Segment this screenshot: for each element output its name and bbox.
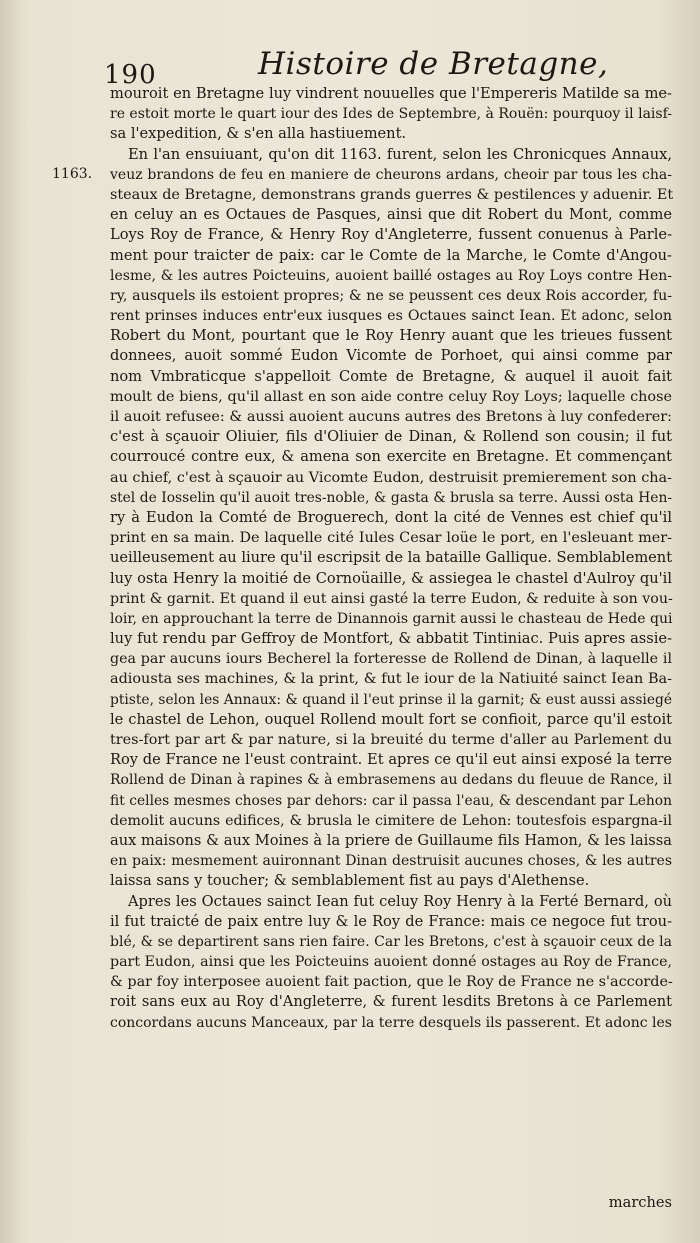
text-line: blé, & se departirent sans rien faire. Car les Bretons, c'est à sçauoir ceux de la — [110, 933, 672, 950]
text-line: print & garnit. Et quand il eut ainsi gasté la terre Eudon, & reduite à son vou- — [110, 590, 673, 607]
text-line: Rollend de Dinan à rapines & à embrasemens au dedans du fleuue de Rance, il — [110, 772, 672, 789]
text-line: ry, ausquels ils estoient propres; & ne se peussent ces deux Rois accorder, fu- — [110, 287, 672, 304]
text-line: demolit aucuns edifices, & brusla le cimitere de Lehon: toutesfois espargna-il — [110, 812, 672, 829]
text-line: Loys Roy de France, & Henry Roy d'Angleterre, fussent conuenus à Parle- — [110, 226, 672, 244]
text-line: ptiste, selon les Annaux: & quand il l'eut prinse il la garnit; & eust aussi assiegé — [110, 691, 672, 708]
text-line: courroucé contre eux, & amena son exercite en Bretagne. Et commençant — [110, 448, 672, 466]
text-line: luy fut rendu par Geffroy de Montfort, & abbatit Tintiniac. Puis apres assie- — [110, 630, 672, 648]
text-line: en celuy an es Octaues de Pasques, ainsi que dit Robert du Mont, comme — [110, 206, 672, 224]
text-line: concordans aucuns Manceaux, par la terre desquels ils passerent. Et adonc les — [110, 1014, 672, 1031]
text-line: sa l'expedition, & s'en alla hastiuement. — [110, 125, 407, 143]
text-line: ueilleusement au liure qu'il escripsit de la bataille Gallique. Semblablement — [110, 549, 673, 567]
text-line: adiousta ses machines, & la print, & fut le iour de la Natiuité sainct Iean Ba- — [110, 671, 672, 688]
text-line: gea par aucuns iours Becherel la forteresse de Rollend de Dinan, à laquelle il — [110, 651, 672, 668]
text-line: part Eudon, ainsi que les Poicteuins auoient donné ostages au Roy de France, — [110, 954, 672, 971]
text-line: mouroit en Bretagne luy vindrent nouuelles que l'Empereris Matilde sa me- — [110, 85, 672, 102]
text-line: fit celles mesmes choses par dehors: car il passa l'eau, & descendant par Lehon — [110, 792, 672, 809]
text-line: c'est à sçauoir Oliuier, fils d'Oliuier de Dinan, & Rollend son cousin; il fut — [110, 428, 672, 446]
text-line: il auoit refusee: & aussi auoient aucuns autres des Bretons à luy confederer: — [110, 409, 672, 425]
text-line: re estoit morte le quart iour des Ides de Septembre, à Rouën: pourquoy il laisf- — [110, 106, 672, 123]
text-line: Apres les Octaues sainct Iean fut celuy Roy Henry à la Ferté Bernard, où — [128, 892, 672, 910]
text-line: roit sans eux au Roy d'Angleterre, & furent lesdits Bretons à ce Parlement — [110, 993, 672, 1011]
body-text — [110, 84, 672, 1033]
text-line: veuz brandons de feu en maniere de cheurons ardans, cheoir par tous les cha- — [110, 166, 672, 183]
margin-year-note: 1163. — [52, 166, 93, 182]
text-line: ment pour traicter de paix: car le Comte de la Marche, le Comte d'Angou- — [110, 246, 672, 264]
text-line: en paix: mesmement auironnant Dinan destruisit aucunes choses, & les autres — [110, 853, 672, 870]
text-line: & par foy interposee auoient fait paction, que le Roy de France ne s'accorde- — [110, 974, 673, 991]
running-title: Histoire de Bretagne, — [258, 46, 609, 82]
text-line: tres-fort par art & par nature, si la breuité du terme d'aller au Parlement du — [110, 732, 672, 748]
text-line: aux maisons & aux Moines à la priere de Guillaume fils Hamon, & les laissa — [110, 831, 672, 849]
catchword: marches — [608, 1194, 672, 1211]
text-line: moult de biens, qu'il allast en son aide contre celuy Roy Loys; laquelle chose — [110, 388, 672, 405]
text-line: le chastel de Lehon, ouquel Rollend moult fort se confioit, parce qu'il estoit — [110, 710, 672, 728]
text-line: steaux de Bretagne, demonstrans grands guerres & pestilences y aduenir. Et — [110, 186, 674, 203]
text-line: au chief, c'est à sçauoir au Vicomte Eudon, destruisit premierement son cha- — [110, 469, 672, 486]
text-line: print en sa main. De laquelle cité Iules Cesar loüe le port, en l'esleuant mer- — [110, 530, 672, 547]
text-line: donnees, auoit sommé Eudon Vicomte de Porhoet, qui ainsi comme par — [110, 347, 672, 365]
text-line: loir, en approuchant la terre de Dinannois garnit aussi le chasteau de Hede qui — [110, 610, 673, 627]
text-line: Roy de France ne l'eust contraint. Et apres ce qu'il eut ainsi exposé la terre — [110, 751, 672, 769]
text-line: Robert du Mont, pourtant que le Roy Henry auant que les trieues fussent — [110, 327, 672, 345]
text-line: stel de Iosselin qu'il auoit tres-noble, & gasta & brusla sa terre. Aussi osta Hen- — [110, 489, 672, 506]
text-line: En l'an ensuiuant, qu'on dit 1163. furent, selon les Chronicques Annaux, — [128, 145, 672, 163]
text-line: ry à Eudon la Comté de Broguerech, dont la cité de Vennes est chief qu'il — [110, 508, 672, 526]
text-line: lesme, & les autres Poicteuins, auoient baillé ostages au Roy Loys contre Hen- — [110, 267, 672, 284]
text-line: luy osta Henry la moitié de Cornoüaille, & assiegea le chastel d'Aulroy qu'il — [110, 569, 672, 587]
text-line: il fut traicté de paix entre luy & le Roy de France: mais ce negoce fut trou- — [110, 912, 672, 930]
text-line: laissa sans y toucher; & semblablement fist au pays d'Alethense. — [110, 872, 590, 890]
text-line: nom Vmbraticque s'appelloit Comte de Bretagne, & auquel il auoit fait — [110, 367, 672, 385]
page-number: 190 — [104, 60, 157, 90]
text-line: rent prinses induces entr'eux iusques es Octaues sainct Iean. Et adonc, selon — [110, 308, 672, 325]
